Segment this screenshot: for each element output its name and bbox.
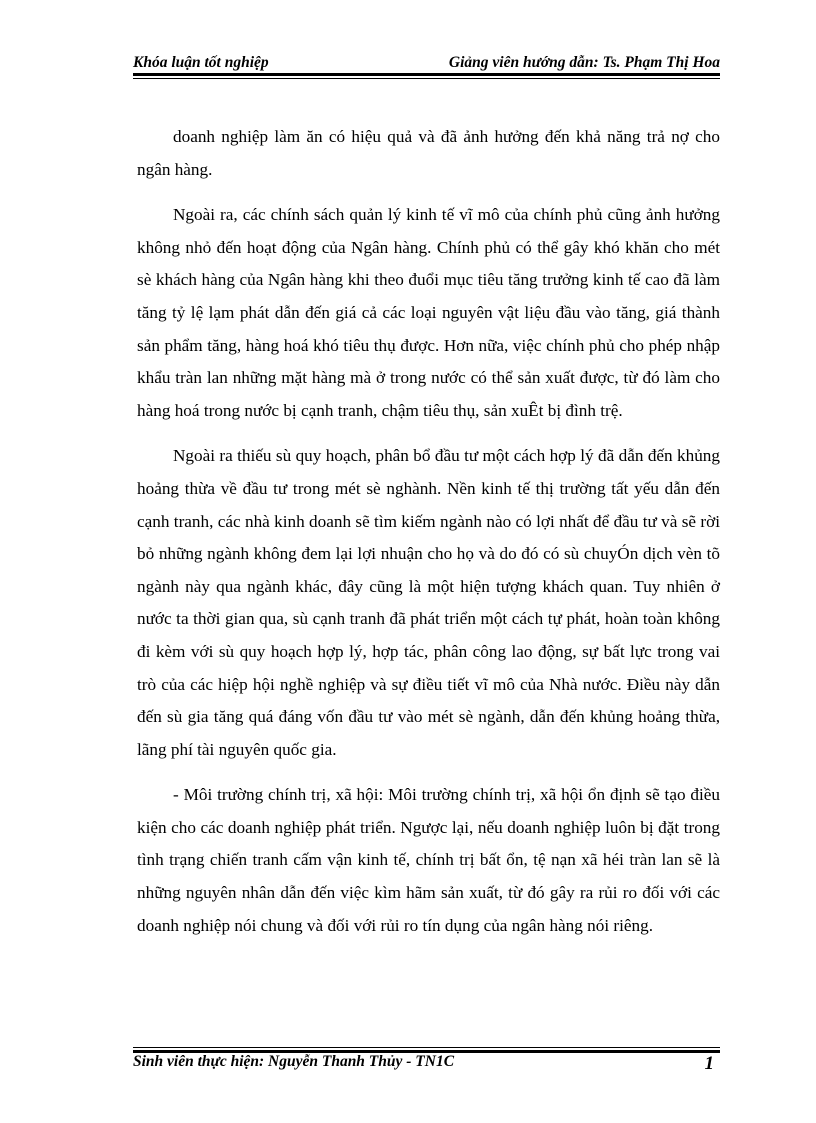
page-header — [133, 50, 720, 72]
page-number: 1 — [704, 1053, 714, 1074]
paragraph-political-social: - Môi trường chính trị, xã hội: Môi trường chính trị, xã hội ổn định sẽ tạo điều kiện cho các doanh nghiệp phát triển. Ngược lại, nếu doanh nghiệp luôn bị đặt trong tình trạng chiến tranh cấm vận kinh tế, chính trị bất ổn, tệ nạn xã héi tràn lan sẽ là những nguyên nhân dẫn đến việc kìm hãm sản xuất, từ đó gây ra rủi ro đối với các doanh nghiệp nói chung và đối với rủi ro tín dụng của ngân hàng nói riêng. — [137, 785, 720, 935]
page-footer — [133, 1053, 720, 1077]
header-thesis-label: Khóa luận tốt nghiệp — [133, 54, 269, 71]
body-text — [137, 121, 720, 955]
header-divider-thin — [133, 78, 720, 79]
footer-divider-thin — [133, 1047, 720, 1048]
paragraph-investment-planning: Ngoài ra thiếu sù quy hoạch, phân bổ đầu tư một cách hợp lý đã dẫn đến khủng hoảng thừa về đầu tư trong mét sè nghành. Nền kinh tế thị trường tất yếu dẫn đến cạnh tranh, các nhà kinh doanh sẽ tìm kiếm ngành nào có lợi nhất để đầu tư và sẽ rời bỏ những ngành không đem lại lợi nhuận cho họ và do đó có sù chuyÓn dịch vèn tõ ngành này qua ngành khác, đây cũng là một hiện tượng khách quan. Tuy nhiên ở nước ta thời gian qua, sù cạnh tranh đã phát triển một cách tự phát, hoàn toàn không đi kèm với sù quy hoạch hợp lý, hợp tác, phân công lao động, sự bất lực trong vai trò của các hiệp hội nghề nghiệp và sự điều tiết vĩ mô của Nhà nước. Điều này dẫn đến sù gia tăng quá đáng vốn đầu tư vào mét sè ngành, dẫn đến khủng hoảng thừa, lãng phí tài nguyên quốc gia. — [137, 446, 720, 759]
footer-student-label: Sinh viên thực hiện: Nguyễn Thanh Thủy - TN1C — [133, 1053, 455, 1070]
header-supervisor-label: Giảng viên hướng dẫn: Ts. Phạm Thị Hoa — [448, 54, 720, 71]
header-divider-thick — [133, 73, 720, 76]
paragraph-continuation: doanh nghiệp làm ăn có hiệu quả và đã ảnh hưởng đến khả năng trả nợ cho ngân hàng. — [137, 127, 720, 179]
paragraph-macro-policy: Ngoài ra, các chính sách quản lý kinh tế vĩ mô của chính phủ cũng ảnh hưởng không nhỏ đến hoạt động của Ngân hàng. Chính phủ có thể gây khó khăn cho mét sè khách hàng của Ngân hàng khi theo đuổi mục tiêu tăng trưởng kinh tế cao đã làm tăng tỷ lệ lạm phát dẫn đến giá cả các loại nguyên vật liệu đầu vào tăng, giá thành sản phẩm tăng, hàng hoá khó tiêu thụ được. Hơn nữa, việc chính phủ cho phép nhập khẩu tràn lan những mặt hàng mà ở trong nước có thể sản xuất được, từ đó làm cho hàng hoá trong nước bị cạnh tranh, chậm tiêu thụ, sản xuÊt bị đình trệ. — [137, 205, 720, 420]
